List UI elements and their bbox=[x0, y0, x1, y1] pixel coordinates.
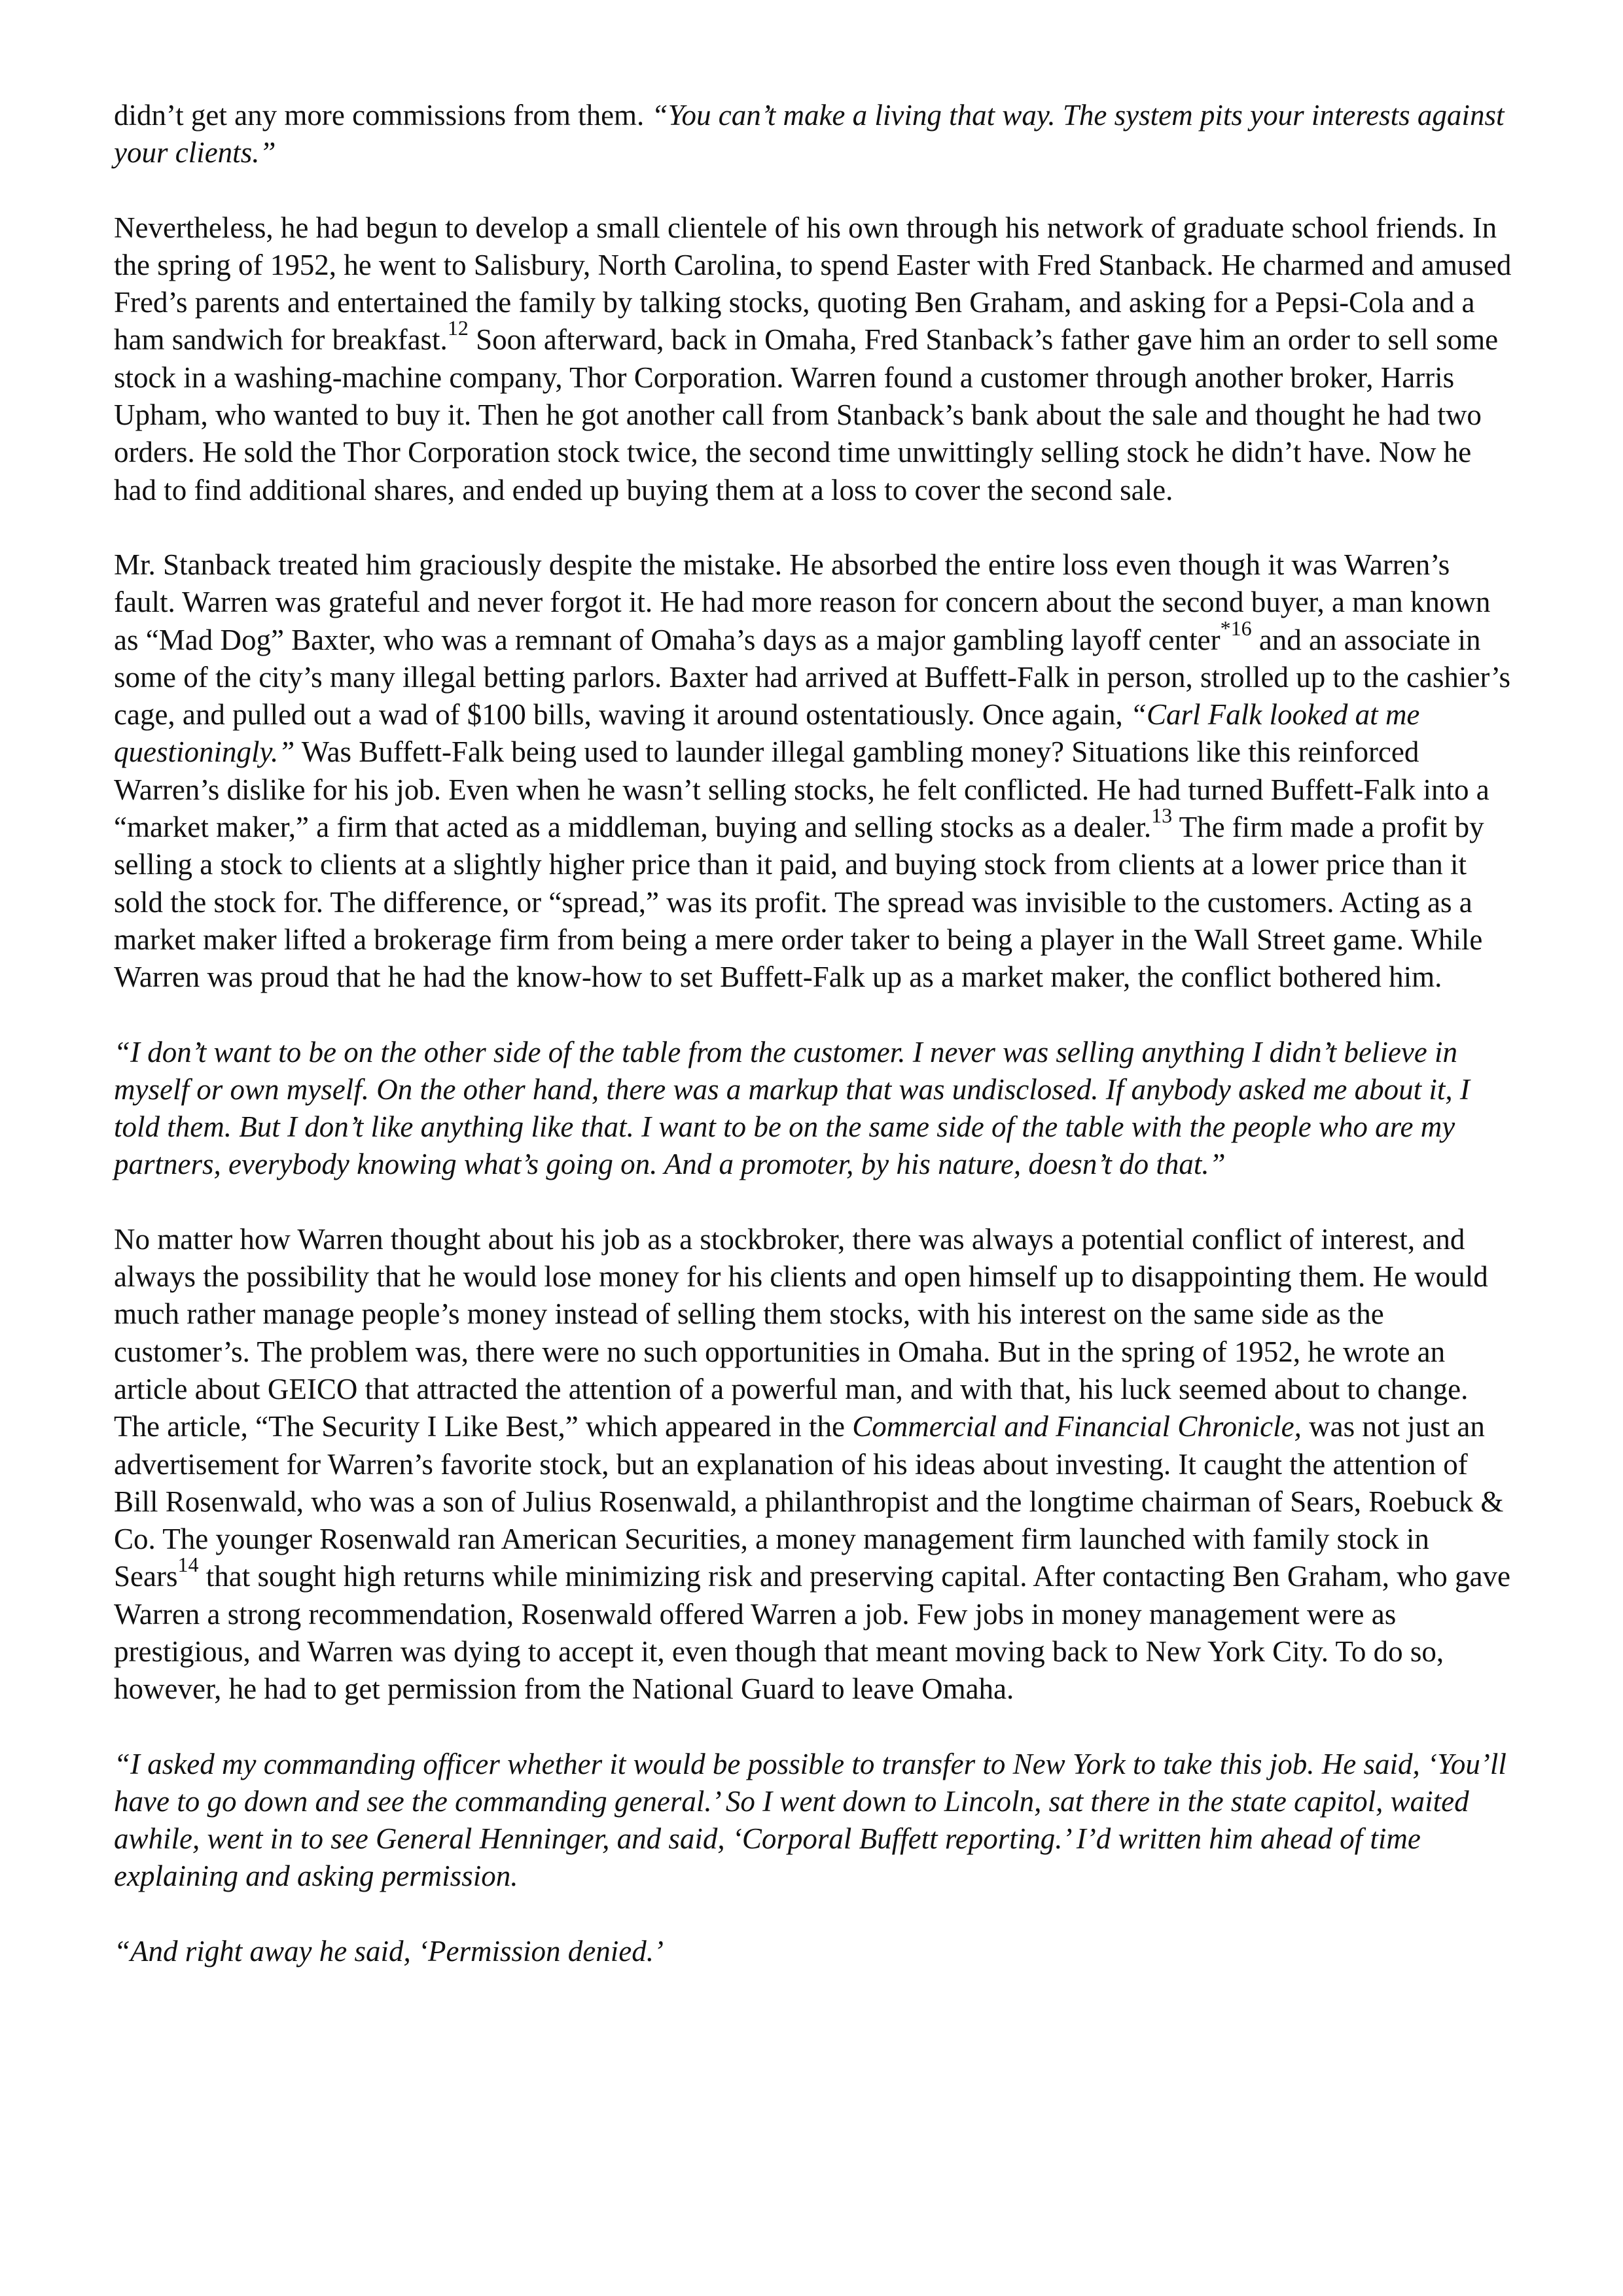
text-run: didn’t get any more commissions from them. bbox=[114, 99, 652, 132]
quote-paragraph bbox=[114, 1746, 1514, 1896]
quote-paragraph bbox=[114, 1933, 1514, 1970]
footnote-marker[interactable]: 13 bbox=[1151, 804, 1173, 828]
text-run: Mr. Stanback treated him graciously despite the mistake. He absorbed the entire loss even though it was Warren’s fault. Warren was grateful and never forgot it. He had more reason for concern about the second buyer, a man known as “Mad Dog” Baxter, who was a remnant of Omaha’s days as a major gambling layoff center bbox=[114, 548, 1491, 656]
body-paragraph bbox=[114, 209, 1514, 509]
text-run: Nevertheless, he had begun to develop a small clientele of his own through his network of graduate school friends. In the spring of 1952, he went to Salisbury, North Carolina, to spend Easter with Fred Stanback. He charmed and amused Fred’s parents and entertained the family by talking stocks, quoting Ben Graham, and asking for a Pepsi-Cola and a ham sandwich for breakfast. bbox=[114, 211, 1512, 357]
text-run: that sought high returns while minimizing risk and preserving capital. After contacting Ben Graham, who gave Warren a strong recommendation, Rosenwald offered Warren a job. Few jobs in money management were as prestigious, and Warren was dying to accept it, even though that meant moving back to New York City. To do so, however, he had to get permission from the National Guard to leave Omaha. bbox=[114, 1560, 1510, 1706]
footnote-marker[interactable]: *16 bbox=[1220, 616, 1252, 640]
text-run: and an associate in some of the city’s many illegal betting parlors. Baxter had arrived at Buffett-Falk in person, strolled up to the cashier’s cage, and pulled out a wad of $100 bills, waving it around ostentatiously. Once again, bbox=[114, 623, 1511, 732]
quote-paragraph bbox=[114, 1034, 1514, 1184]
document-page bbox=[114, 97, 1514, 1970]
text-run: was not just an advertisement for Warren’s favorite stock, but an explanation of his ideas about investing. It caught the attention of Bill Rosenwald, who was a son of Julius Rosenwald, a philanthropist and the longtime chairman of Sears, Roebuck & Co. The younger Rosenwald ran American Securities, a money management firm launched with family stock in Sears bbox=[114, 1410, 1504, 1593]
body-paragraph bbox=[114, 546, 1514, 997]
text-run: No matter how Warren thought about his job as a stockbroker, there was always a potential conflict of interest, and always the possibility that he would lose money for his clients and open himself up to disappointing them. He would much rather manage people’s money instead of selling them stocks, with his interest on the same side as the customer’s. The problem was, there were no such opportunities in Omaha. But in the spring of 1952, he wrote an article about GEICO that attracted the attention of a powerful man, and with that, his luck seemed about to change. The article, “The Security I Like Best,” which appeared in the bbox=[114, 1222, 1488, 1443]
text-run: Soon afterward, back in Omaha, Fred Stanback’s father gave him an order to sell some stock in a washing-machine company, Thor Corporation. Warren found a customer through another broker, Harris Upham, who wanted to buy it. Then he got another call from Stanback’s bank about the sale and thought he had two orders. He sold the Thor Corporation stock twice, the second time unwittingly selling stock he didn’t have. Now he had to find additional shares, and ended up buying them at a loss to cover the second sale. bbox=[114, 323, 1499, 506]
quoted-speech: “Carl Falk looked at me questioningly.” bbox=[114, 698, 1420, 769]
footnote-marker[interactable]: 14 bbox=[177, 1553, 199, 1577]
text-run: Was Buffett-Falk being used to launder illegal gambling money? Situations like this reinforced Warren’s dislike for his job. Even when he wasn’t selling stocks, he felt conflicted. He had turned Buffett-Falk into a “market maker,” a firm that acted as a middleman, buying and selling stocks as a dealer. bbox=[114, 735, 1489, 844]
quoted-speech: “And right away he said, ‘Permission denied.’ bbox=[114, 1934, 664, 1968]
quoted-speech: “I don’t want to be on the other side of the table from the customer. I never was selling anything I didn’t believe in myself or own myself. On the other hand, there was a markup that was undisclosed. If anybody asked me about it, I told them. But I don’t like anything like that. I want to be on the same side of the table with the people who are my partners, everybody knowing what’s going on. And a promoter, by his nature, doesn’t do that.” bbox=[114, 1035, 1470, 1181]
publication-title: Commercial and Financial Chronicle, bbox=[852, 1410, 1302, 1443]
body-paragraph bbox=[114, 1221, 1514, 1708]
quoted-speech: “You can’t make a living that way. The system pits your interests against your clients.” bbox=[114, 99, 1505, 169]
quoted-speech: “I asked my commanding officer whether it would be possible to transfer to New York to take this job. He said, ‘You’ll have to go down and see the commanding general.’ So I went down to Lincoln, sat there in the state capitol, waited awhile, went in to see General Henninger, and said, ‘Corporal Buffett reporting.’ I’d written him ahead of time explaining and asking permission. bbox=[114, 1747, 1507, 1893]
body-paragraph bbox=[114, 97, 1514, 172]
text-run: The firm made a profit by selling a stock to clients at a slightly higher price than it paid, and buying stock from clients at a lower price than it sold the stock for. The difference, or “spread,” was its profit. The spread was invisible to the customers. Acting as a market maker lifted a brokerage firm from being a mere order taker to being a player in the Wall Street game. While Warren was proud that he had the know-how to set Buffett-Falk up as a market maker, the conflict bothered him. bbox=[114, 811, 1484, 994]
footnote-marker[interactable]: 12 bbox=[447, 316, 469, 340]
